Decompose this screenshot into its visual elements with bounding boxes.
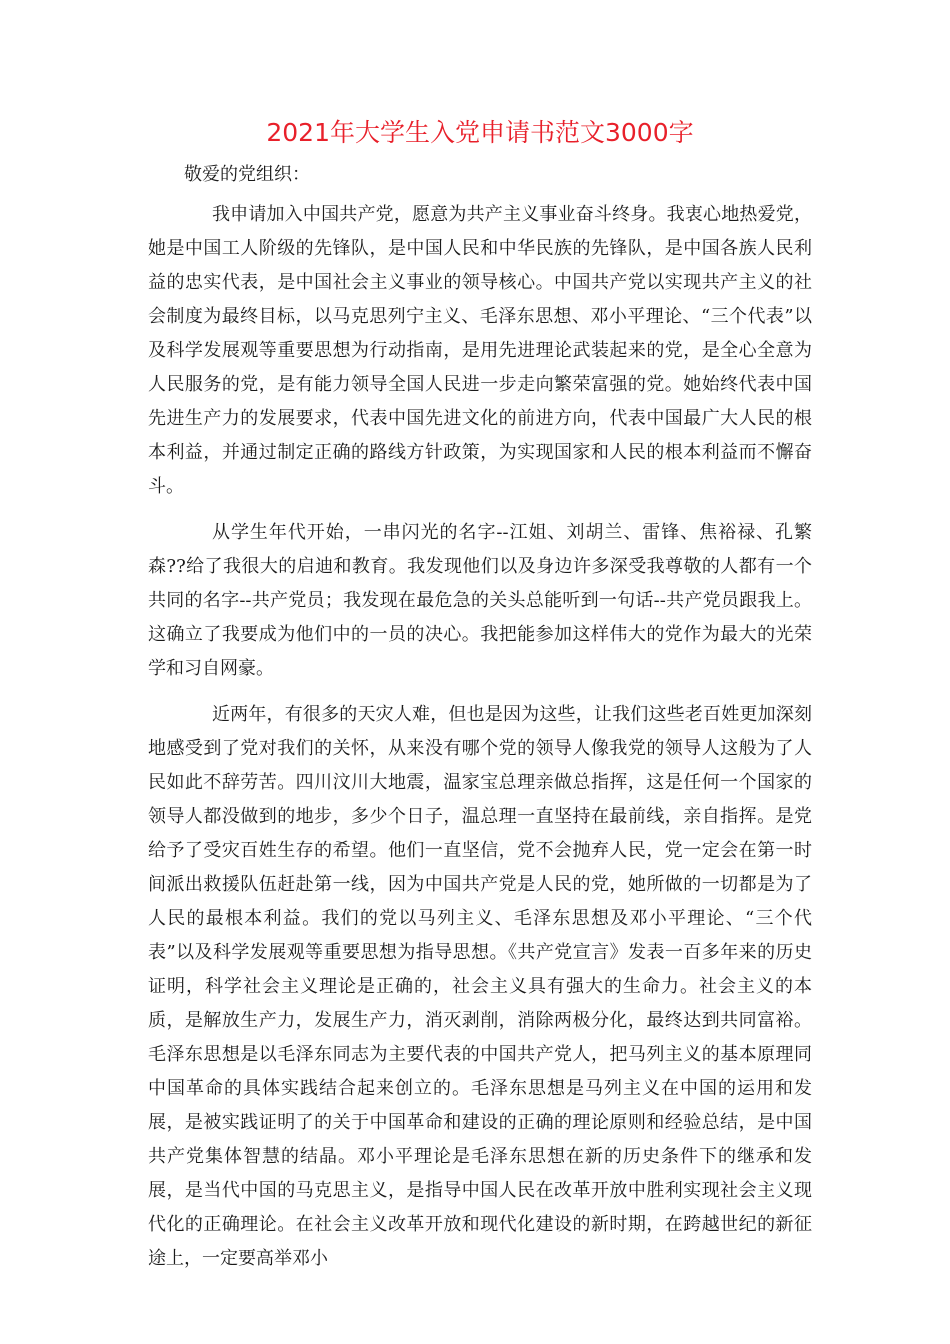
salutation: 敬爱的党组织： xyxy=(184,164,310,185)
document-title: 2021年大学生入党申请书范文3000字 xyxy=(266,118,694,147)
paragraph-1: 我申请加入中国共产党，愿意为共产主义事业奋斗终身。我衷心地热爱党，她是中国工人阶级的先锋队，是中国人民和中华民族的先锋队，是中国各族人民利益的忠实代表，是中国社会主义事业的领导核心。中国共产党以实现共产主义的社会制度为最终目标，以马克思列宁主义、毛泽东思想、邓小平理论、“三个代表”以及科学发展观等重要思想为行动指南，是用先进理论武装起来的党，是全心全意为人民服务的党，是有能力领导全国人民进一步走向繁荣富强的党。她始终代表中国先进生产力的发展要求，代表中国先进文化的前进方向，代表中国最广大人民的根本利益，并通过制定正确的路线方针政策，为实现国家和人民的根本利益而不懈奋斗。 xyxy=(148,204,812,497)
paragraph-3: 近两年，有很多的天灾人难，但也是因为这些，让我们这些老百姓更加深刻地感受到了党对我们的关怀，从来没有哪个党的领导人像我党的领导人这般为了人民如此不辞劳苦。四川汶川大地震，温家宝总理亲做总指挥，这是任何一个国家的领导人都没做到的地步，多少个日子，温总理一直坚持在最前线，亲自指挥。是党给予了受灾百姓生存的希望。他们一直坚信，党不会抛弃人民，党一定会在第一时间派出救援队伍赶赴第一线，因为中国共产党是人民的党，她所做的一切都是为了人民的最根本利益。我们的党以马列主义、毛泽东思想及邓小平理论、“三个代表”以及科学发展观等重要思想为指导思想。《共产党宣言》发表一百多年来的历史证明，科学社会主义理论是正确的，社会主义具有强大的生命力。社会主义的本质，是解放生产力，发展生产力，消灭剥削，消除两极分化，最终达到共同富裕。毛泽东思想是以毛泽东同志为主要代表的中国共产党人，把马列主义的基本原理同中国革命的具体实践结合起来创立的。毛泽东思想是马列主义在中国的运用和发展，是被实践证明了的关于中国革命和建设的正确的理论原则和经验总结，是中国共产党集体智慧的结晶。邓小平理论是毛泽东思想在新的历史条件下的继承和发展，是当代中国的马克思主义，是指导中国人民在改革开放中胜利实现社会主义现代化的正确理论。在社会主义改革开放和现代化建设的新时期，在跨越世纪的新征途上，一定要高举邓小 xyxy=(148,704,812,1269)
document-page xyxy=(148,112,812,1288)
paragraph-2: 从学生年代开始，一串闪光的名字--江姐、刘胡兰、雷锋、焦裕禄、孔繁森??给了我很大的启迪和教育。我发现他们以及身边许多深受我尊敬的人都有一个共同的名字--共产党员；我发现在最危急的关头总能听到一句话--共产党员跟我上。这确立了我要成为他们中的一员的决心。我把能参加这样伟大的党作为最大的光荣学和习自网豪。 xyxy=(148,522,812,679)
